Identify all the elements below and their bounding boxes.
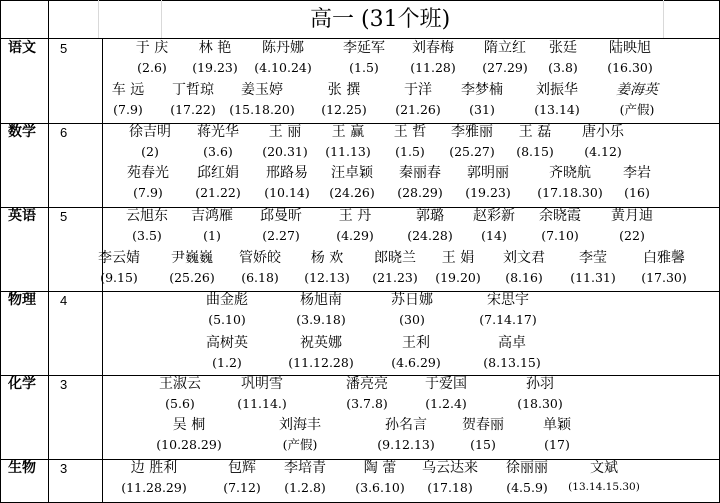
teacher-name: 车 远 bbox=[111, 82, 145, 98]
teacher-name: 刘振华 bbox=[536, 82, 578, 98]
class-numbers: (7.9) bbox=[113, 102, 143, 117]
class-numbers: (30) bbox=[399, 312, 425, 327]
class-numbers: (21.26) bbox=[395, 102, 441, 117]
teacher-name: 乌云达来 bbox=[422, 460, 478, 476]
teacher-name: 边 胜利 bbox=[130, 460, 178, 476]
teacher-name: 隋立红 bbox=[484, 40, 526, 56]
teacher-name: 张廷 bbox=[549, 40, 577, 56]
class-numbers: (7.9) bbox=[133, 185, 163, 200]
class-numbers: (13.14.15.30) bbox=[568, 481, 640, 493]
teacher-name: 王利 bbox=[402, 335, 430, 351]
class-numbers: (3.6) bbox=[203, 144, 233, 159]
class-numbers: (1.5) bbox=[395, 144, 425, 159]
teacher-name: 包辉 bbox=[228, 460, 256, 476]
teacher-name: 于爱国 bbox=[425, 376, 467, 392]
class-numbers: (9.15) bbox=[100, 270, 138, 285]
teacher-name: 张 撰 bbox=[327, 82, 361, 98]
border-left bbox=[0, 0, 1, 503]
teacher-name: 巩明雪 bbox=[241, 376, 283, 392]
class-numbers: (6.18) bbox=[241, 270, 279, 285]
class-numbers: (15) bbox=[470, 437, 496, 452]
class-numbers: (7.10) bbox=[541, 228, 579, 243]
teacher-name: 蒋光华 bbox=[197, 124, 239, 140]
teacher-name: 王 哲 bbox=[393, 124, 427, 140]
class-numbers: (11.12.28) bbox=[288, 355, 354, 370]
class-numbers: (22) bbox=[619, 228, 645, 243]
teacher-name: 文斌 bbox=[590, 460, 618, 476]
teacher-name: 孙羽 bbox=[526, 376, 554, 392]
class-numbers: (11.14.) bbox=[237, 396, 287, 411]
teacher-name: 王 娟 bbox=[441, 250, 475, 266]
teacher-name: 齐晓航 bbox=[549, 165, 591, 181]
teacher-name: 李延军 bbox=[343, 40, 385, 56]
teacher-name: 李梦楠 bbox=[461, 82, 503, 98]
teacher-name: 吴 桐 bbox=[172, 417, 206, 433]
teacher-count: 3 bbox=[60, 461, 68, 476]
teacher-count: 5 bbox=[60, 209, 68, 224]
class-numbers: (2.6) bbox=[137, 60, 167, 75]
teacher-name: 于 庆 bbox=[135, 40, 169, 56]
teacher-name: 姜海英 bbox=[616, 82, 658, 98]
teacher-name: 于洋 bbox=[404, 82, 432, 98]
faint-gridline bbox=[161, 0, 162, 38]
class-numbers: (11.31) bbox=[570, 270, 616, 285]
class-numbers: (4.6.29) bbox=[391, 355, 441, 370]
class-numbers: (5.10) bbox=[208, 312, 246, 327]
teacher-name: 陈丹娜 bbox=[262, 40, 304, 56]
teacher-name: 白雅馨 bbox=[643, 250, 685, 266]
teacher-name: 陆映旭 bbox=[609, 40, 651, 56]
teacher-name: 李莹 bbox=[579, 250, 607, 266]
teacher-name: 刘春梅 bbox=[412, 40, 454, 56]
teacher-name: 曲金彪 bbox=[206, 292, 248, 308]
teacher-name: 刘海丰 bbox=[279, 417, 321, 433]
class-numbers: (产假) bbox=[282, 437, 318, 452]
class-numbers: (11.13) bbox=[325, 144, 371, 159]
teacher-name: 孙名言 bbox=[385, 417, 427, 433]
teacher-name: 徐丽丽 bbox=[506, 460, 548, 476]
faint-gridline bbox=[663, 0, 664, 38]
class-numbers: (19.20) bbox=[435, 270, 481, 285]
teacher-name: 郭璐 bbox=[416, 208, 444, 224]
teacher-name: 吉鸿雁 bbox=[191, 208, 233, 224]
class-numbers: (4.5.9) bbox=[506, 480, 548, 495]
subject-column-divider bbox=[48, 0, 49, 503]
class-numbers: (产假) bbox=[619, 102, 655, 117]
class-numbers: (11.28) bbox=[410, 60, 456, 75]
subject-label: 英语 bbox=[8, 208, 36, 224]
teacher-name: 李雅丽 bbox=[451, 124, 493, 140]
teacher-name: 邱曼昕 bbox=[260, 208, 302, 224]
class-numbers: (8.16) bbox=[505, 270, 543, 285]
teacher-name: 宋思宇 bbox=[487, 292, 529, 308]
class-numbers: (12.13) bbox=[304, 270, 350, 285]
class-numbers: (21.22) bbox=[195, 185, 241, 200]
subject-label: 语文 bbox=[8, 40, 36, 56]
class-numbers: (4.29) bbox=[336, 228, 374, 243]
teacher-name: 李培青 bbox=[284, 460, 326, 476]
class-numbers: (3.7.8) bbox=[346, 396, 388, 411]
teacher-name: 王淑云 bbox=[159, 376, 201, 392]
class-numbers: (31) bbox=[469, 102, 495, 117]
class-numbers: (17.30) bbox=[641, 270, 687, 285]
class-numbers: (1.2) bbox=[212, 355, 242, 370]
teacher-name: 陶 蕾 bbox=[363, 460, 397, 476]
class-numbers: (2) bbox=[141, 144, 159, 159]
teacher-name: 杨旭南 bbox=[300, 292, 342, 308]
subject-label: 化学 bbox=[8, 376, 36, 392]
class-numbers: (4.12) bbox=[584, 144, 622, 159]
subject-label: 数学 bbox=[8, 124, 36, 140]
class-numbers: (8.13.15) bbox=[483, 355, 541, 370]
teacher-name: 高树英 bbox=[206, 335, 248, 351]
teacher-name: 丁哲琼 bbox=[172, 82, 214, 98]
teacher-count: 6 bbox=[60, 125, 68, 140]
teacher-count: 3 bbox=[60, 377, 68, 392]
class-numbers: (1.2.4) bbox=[425, 396, 467, 411]
teacher-name: 姜玉婷 bbox=[241, 82, 283, 98]
class-numbers: (28.29) bbox=[397, 185, 443, 200]
teacher-name: 唐小乐 bbox=[582, 124, 624, 140]
class-numbers: (10.28.29) bbox=[156, 437, 222, 452]
teacher-name: 邱红娟 bbox=[197, 165, 239, 181]
class-numbers: (2.27) bbox=[262, 228, 300, 243]
teacher-name: 杨 欢 bbox=[310, 250, 344, 266]
class-numbers: (13.14) bbox=[534, 102, 580, 117]
class-numbers: (15.18.20) bbox=[229, 102, 295, 117]
class-numbers: (3.8) bbox=[548, 60, 578, 75]
class-numbers: (19.23) bbox=[465, 185, 511, 200]
teacher-name: 赵彩新 bbox=[473, 208, 515, 224]
class-numbers: (4.10.24) bbox=[254, 60, 312, 75]
class-numbers: (25.26) bbox=[169, 270, 215, 285]
teacher-name: 邢路易 bbox=[266, 165, 308, 181]
teacher-name: 汪卓颖 bbox=[331, 165, 373, 181]
class-numbers: (3.6.10) bbox=[355, 480, 405, 495]
class-numbers: (1.5) bbox=[349, 60, 379, 75]
class-numbers: (7.14.17) bbox=[479, 312, 537, 327]
class-numbers: (10.14) bbox=[264, 185, 310, 200]
class-numbers: (7.12) bbox=[223, 480, 261, 495]
teacher-count: 5 bbox=[60, 41, 68, 56]
class-numbers: (3.9.18) bbox=[296, 312, 346, 327]
teacher-name: 管娇皎 bbox=[239, 250, 281, 266]
title-divider bbox=[0, 38, 720, 39]
teacher-name: 高卓 bbox=[498, 335, 526, 351]
class-numbers: (25.27) bbox=[449, 144, 495, 159]
page-title: 高一 (31个班) bbox=[310, 7, 451, 32]
subject-label: 物理 bbox=[8, 292, 36, 308]
teacher-name: 李云婧 bbox=[98, 250, 140, 266]
teacher-name: 王 丽 bbox=[268, 124, 302, 140]
teacher-name: 郎晓兰 bbox=[374, 250, 416, 266]
teacher-name: 郭明丽 bbox=[467, 165, 509, 181]
teacher-name: 云旭东 bbox=[126, 208, 168, 224]
teacher-name: 余晓霞 bbox=[539, 208, 581, 224]
teacher-name: 李岩 bbox=[623, 165, 651, 181]
teacher-count: 4 bbox=[60, 293, 68, 308]
teacher-name: 徐吉明 bbox=[129, 124, 171, 140]
class-numbers: (19.23) bbox=[192, 60, 238, 75]
teacher-name: 王 赢 bbox=[331, 124, 365, 140]
teacher-name: 刘文君 bbox=[503, 250, 545, 266]
teacher-name: 王 丹 bbox=[338, 208, 372, 224]
class-numbers: (27.29) bbox=[482, 60, 528, 75]
class-numbers: (1.2.8) bbox=[284, 480, 326, 495]
teacher-name: 祝英娜 bbox=[300, 335, 342, 351]
teacher-name: 王 磊 bbox=[518, 124, 552, 140]
class-numbers: (17.22) bbox=[170, 102, 216, 117]
class-numbers: (16.30) bbox=[607, 60, 653, 75]
teacher-name: 贺春丽 bbox=[462, 417, 504, 433]
class-numbers: (8.15) bbox=[516, 144, 554, 159]
class-numbers: (17) bbox=[544, 437, 570, 452]
class-numbers: (21.23) bbox=[372, 270, 418, 285]
teacher-name: 苑春光 bbox=[127, 165, 169, 181]
faint-gridline bbox=[98, 0, 99, 38]
class-numbers: (18.30) bbox=[517, 396, 563, 411]
teacher-name: 苏日娜 bbox=[391, 292, 433, 308]
class-numbers: (5.6) bbox=[165, 396, 195, 411]
teacher-name: 黄月迪 bbox=[611, 208, 653, 224]
class-numbers: (17.18.30) bbox=[537, 185, 603, 200]
teacher-name: 潘亮亮 bbox=[346, 376, 388, 392]
subject-label: 生物 bbox=[8, 460, 36, 476]
border-top bbox=[0, 0, 720, 1]
class-numbers: (11.28.29) bbox=[121, 480, 187, 495]
teacher-name: 单颖 bbox=[543, 417, 571, 433]
teacher-name: 尹巍巍 bbox=[171, 250, 213, 266]
row-divider-physics bbox=[0, 291, 720, 292]
class-numbers: (1) bbox=[203, 228, 221, 243]
class-numbers: (20.31) bbox=[262, 144, 308, 159]
class-numbers: (17.18) bbox=[427, 480, 473, 495]
class-numbers: (14) bbox=[481, 228, 507, 243]
class-numbers: (3.5) bbox=[132, 228, 162, 243]
class-numbers: (24.28) bbox=[407, 228, 453, 243]
class-numbers: (16) bbox=[624, 185, 650, 200]
class-numbers: (24.26) bbox=[329, 185, 375, 200]
teacher-name: 秦丽春 bbox=[399, 165, 441, 181]
teacher-name: 林 艳 bbox=[198, 40, 232, 56]
class-numbers: (9.12.13) bbox=[377, 437, 435, 452]
class-numbers: (12.25) bbox=[321, 102, 367, 117]
